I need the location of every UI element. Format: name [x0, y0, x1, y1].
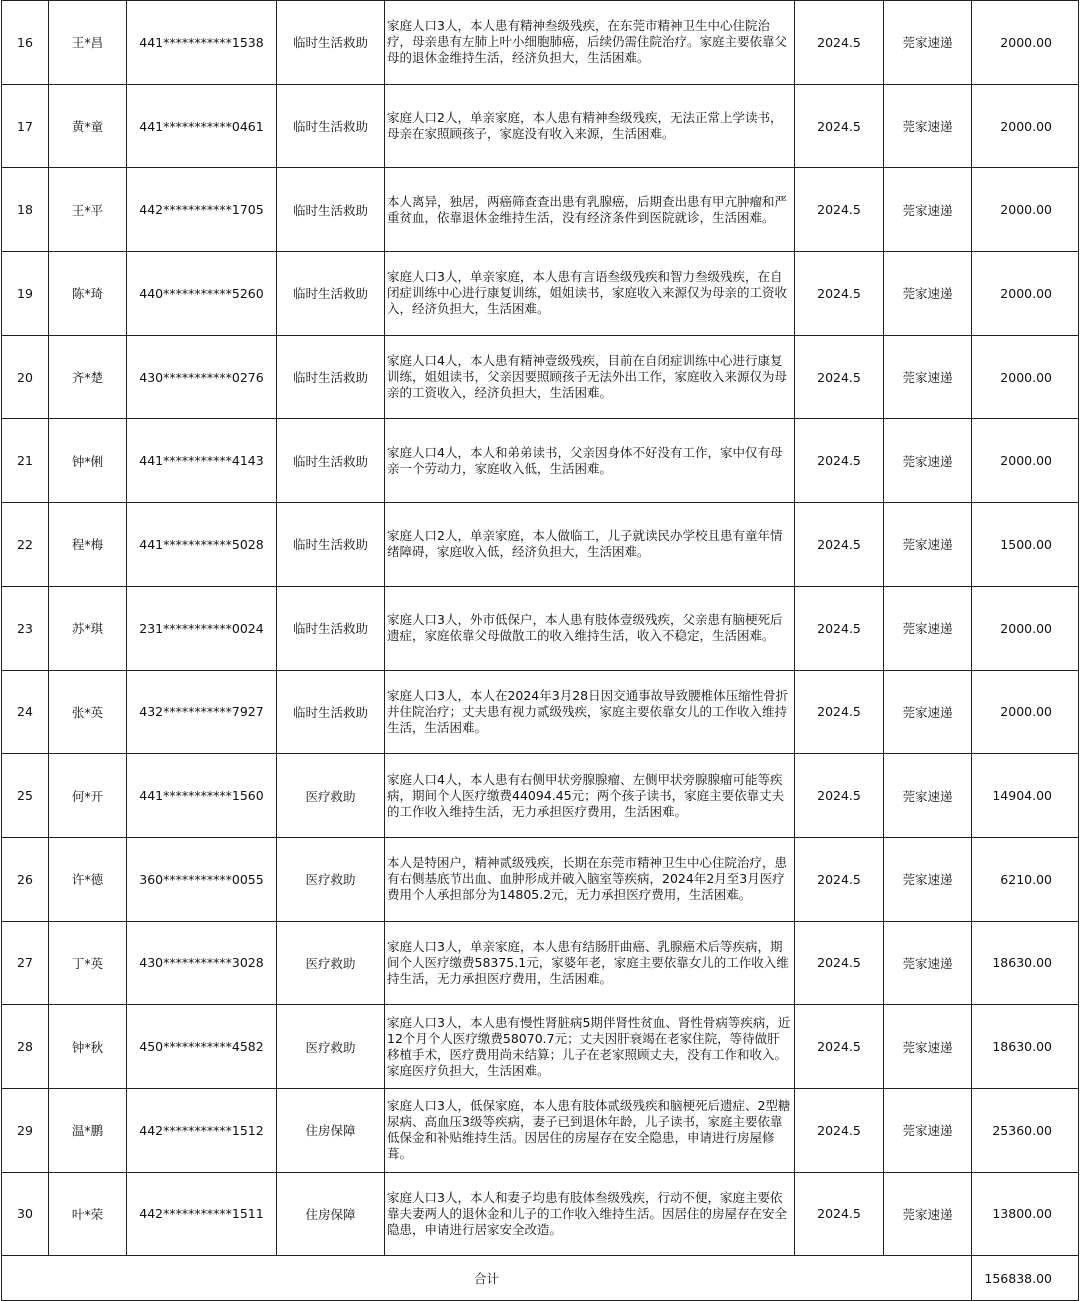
table-body [2, 1, 1079, 1301]
table-row [2, 84, 1079, 168]
date-cell: 2024.5 [795, 84, 884, 168]
unit-cell: 莞家速递 [884, 921, 972, 1005]
amount-cell: 2000.00 [972, 419, 1079, 503]
table-row [2, 335, 1079, 419]
row-number-cell: 25 [2, 754, 49, 838]
name-cell: 叶*荣 [49, 1172, 127, 1256]
date-cell: 2024.5 [795, 419, 884, 503]
table-row [2, 670, 1079, 754]
unit-cell: 莞家速递 [884, 419, 972, 503]
id-number-cell: 442***********1705 [127, 168, 277, 252]
assistance-type-cell: 临时生活救助 [277, 419, 385, 503]
row-number-cell: 16 [2, 1, 49, 85]
name-cell: 陈*琦 [49, 252, 127, 336]
date-cell: 2024.5 [795, 1088, 884, 1172]
row-number-cell: 21 [2, 419, 49, 503]
assistance-type-cell: 临时生活救助 [277, 670, 385, 754]
unit-cell: 莞家速递 [884, 503, 972, 587]
unit-cell: 莞家速递 [884, 335, 972, 419]
description-cell: 家庭人口3人，外市低保户，本人患有肢体壹级残疾，父亲患有脑梗死后遗症，家庭依靠父母做散工的收入维持生活，收入不稳定，生活困难。 [385, 586, 795, 670]
description-cell: 家庭人口3人，本人在2024年3月28日因交通事故导致腰椎体压缩性骨折并住院治疗；丈夫患有视力贰级残疾，家庭主要依靠女儿的工作收入维持生活，生活困难。 [385, 670, 795, 754]
description-cell: 家庭人口4人，本人和弟弟读书，父亲因身体不好没有工作，家中仅有母亲一个劳动力，家庭收入低，生活困难。 [385, 419, 795, 503]
id-number-cell: 441***********1560 [127, 754, 277, 838]
unit-cell: 莞家速递 [884, 1088, 972, 1172]
table-row [2, 1, 1079, 85]
amount-cell: 2000.00 [972, 586, 1079, 670]
table-row [2, 168, 1079, 252]
assistance-type-cell: 临时生活救助 [277, 168, 385, 252]
row-number-cell: 28 [2, 1005, 49, 1089]
id-number-cell: 441***********0461 [127, 84, 277, 168]
row-number-cell: 29 [2, 1088, 49, 1172]
name-cell: 钟*秋 [49, 1005, 127, 1089]
assistance-type-cell: 临时生活救助 [277, 84, 385, 168]
id-number-cell: 432***********7927 [127, 670, 277, 754]
description-cell: 家庭人口4人，本人患有精神壹级残疾，目前在自闭症训练中心进行康复训练，姐姐读书，父亲因要照顾孩子无法外出工作，家庭收入来源仅为母亲的工资收入，经济负担大，生活困难。 [385, 335, 795, 419]
unit-cell: 莞家速递 [884, 1, 972, 85]
total-label: 合计 [2, 1256, 972, 1301]
total-row [2, 1256, 1079, 1301]
id-number-cell: 440***********5260 [127, 252, 277, 336]
table-row [2, 586, 1079, 670]
unit-cell: 莞家速递 [884, 586, 972, 670]
date-cell: 2024.5 [795, 586, 884, 670]
unit-cell: 莞家速递 [884, 1005, 972, 1089]
unit-cell: 莞家速递 [884, 837, 972, 921]
amount-cell: 2000.00 [972, 670, 1079, 754]
description-cell: 家庭人口3人，本人患有慢性肾脏病5期伴肾性贫血、肾性骨病等疾病，近12个月个人医疗缴费58070.7元；丈夫因肝衰竭在老家住院，等待做肝移植手术，医疗费用尚未结算；儿子在老家照顾丈夫，没有工作和收入。家庭医疗负担大，生活困难。 [385, 1005, 795, 1089]
description-cell: 家庭人口2人，单亲家庭，本人患有精神叁级残疾，无法正常上学读书，母亲在家照顾孩子，家庭没有收入来源，生活困难。 [385, 84, 795, 168]
date-cell: 2024.5 [795, 335, 884, 419]
assistance-type-cell: 临时生活救助 [277, 335, 385, 419]
assistance-type-cell: 临时生活救助 [277, 1, 385, 85]
table-row [2, 252, 1079, 336]
table-row [2, 1005, 1079, 1089]
date-cell: 2024.5 [795, 168, 884, 252]
name-cell: 苏*琪 [49, 586, 127, 670]
assistance-type-cell: 临时生活救助 [277, 503, 385, 587]
row-number-cell: 23 [2, 586, 49, 670]
unit-cell: 莞家速递 [884, 754, 972, 838]
description-cell: 家庭人口3人，单亲家庭，本人患有结肠肝曲癌、乳腺癌术后等疾病，期间个人医疗缴费58375.1元，家婆年老，家庭主要依靠女儿的工作收入维持生活，无力承担医疗费用，生活困难。 [385, 921, 795, 1005]
assistance-type-cell: 临时生活救助 [277, 252, 385, 336]
assistance-type-cell: 住房保障 [277, 1172, 385, 1256]
id-number-cell: 430***********3028 [127, 921, 277, 1005]
amount-cell: 13800.00 [972, 1172, 1079, 1256]
assistance-type-cell: 医疗救助 [277, 837, 385, 921]
description-cell: 家庭人口3人，本人和妻子均患有肢体叁级残疾，行动不便，家庭主要依靠夫妻两人的退休金和儿子的工作收入维持生活。因居住的房屋存在安全隐患，申请进行居家安全改造。 [385, 1172, 795, 1256]
row-number-cell: 24 [2, 670, 49, 754]
assistance-type-cell: 临时生活救助 [277, 586, 385, 670]
row-number-cell: 20 [2, 335, 49, 419]
name-cell: 何*开 [49, 754, 127, 838]
description-cell: 家庭人口4人，本人患有右侧甲状旁腺腺瘤、左侧甲状旁腺腺瘤可能等疾病，期间个人医疗缴费44094.45元；两个孩子读书，家庭主要依靠丈夫的工作收入维持生活，无力承担医疗费用，生活困难。 [385, 754, 795, 838]
id-number-cell: 231***********0024 [127, 586, 277, 670]
date-cell: 2024.5 [795, 1, 884, 85]
assistance-type-cell: 医疗救助 [277, 1005, 385, 1089]
id-number-cell: 442***********1512 [127, 1088, 277, 1172]
unit-cell: 莞家速递 [884, 84, 972, 168]
amount-cell: 1500.00 [972, 503, 1079, 587]
amount-cell: 2000.00 [972, 84, 1079, 168]
assistance-table [1, 0, 1079, 1301]
table-row [2, 503, 1079, 587]
amount-cell: 18630.00 [972, 1005, 1079, 1089]
description-cell: 家庭人口3人，本人患有精神叁级残疾，在东莞市精神卫生中心住院治疗，母亲患有左肺上叶小细胞肺癌，后续仍需住院治疗。家庭主要依靠父母的退休金维持生活，经济负担大，生活困难。 [385, 1, 795, 85]
name-cell: 张*英 [49, 670, 127, 754]
assistance-type-cell: 医疗救助 [277, 921, 385, 1005]
total-amount: 156838.00 [972, 1256, 1079, 1301]
id-number-cell: 441***********5028 [127, 503, 277, 587]
id-number-cell: 442***********1511 [127, 1172, 277, 1256]
amount-cell: 25360.00 [972, 1088, 1079, 1172]
row-number-cell: 18 [2, 168, 49, 252]
name-cell: 王*昌 [49, 1, 127, 85]
date-cell: 2024.5 [795, 1005, 884, 1089]
date-cell: 2024.5 [795, 837, 884, 921]
row-number-cell: 19 [2, 252, 49, 336]
name-cell: 温*鹏 [49, 1088, 127, 1172]
date-cell: 2024.5 [795, 252, 884, 336]
row-number-cell: 17 [2, 84, 49, 168]
description-cell: 家庭人口3人，低保家庭，本人患有肢体贰级残疾和脑梗死后遗症、2型糖尿病、高血压3级等疾病，妻子已到退休年龄，儿子读书，家庭主要依靠低保金和补贴维持生活。因居住的房屋存在安全隐患，申请进行房屋修葺。 [385, 1088, 795, 1172]
name-cell: 许*德 [49, 837, 127, 921]
assistance-type-cell: 医疗救助 [277, 754, 385, 838]
table-row [2, 1172, 1079, 1256]
assistance-type-cell: 住房保障 [277, 1088, 385, 1172]
amount-cell: 2000.00 [972, 335, 1079, 419]
name-cell: 王*平 [49, 168, 127, 252]
date-cell: 2024.5 [795, 921, 884, 1005]
amount-cell: 14904.00 [972, 754, 1079, 838]
table-row [2, 419, 1079, 503]
date-cell: 2024.5 [795, 670, 884, 754]
name-cell: 丁*英 [49, 921, 127, 1005]
id-number-cell: 430***********0276 [127, 335, 277, 419]
unit-cell: 莞家速递 [884, 252, 972, 336]
date-cell: 2024.5 [795, 754, 884, 838]
id-number-cell: 441***********4143 [127, 419, 277, 503]
unit-cell: 莞家速递 [884, 1172, 972, 1256]
amount-cell: 2000.00 [972, 252, 1079, 336]
row-number-cell: 22 [2, 503, 49, 587]
amount-cell: 6210.00 [972, 837, 1079, 921]
name-cell: 钟*俐 [49, 419, 127, 503]
id-number-cell: 360***********0055 [127, 837, 277, 921]
date-cell: 2024.5 [795, 1172, 884, 1256]
amount-cell: 2000.00 [972, 168, 1079, 252]
table-row [2, 754, 1079, 838]
amount-cell: 2000.00 [972, 1, 1079, 85]
unit-cell: 莞家速递 [884, 670, 972, 754]
description-cell: 家庭人口3人，单亲家庭，本人患有言语叁级残疾和智力叁级残疾，在自闭症训练中心进行康复训练，姐姐读书，家庭收入来源仅为母亲的工资收入，经济负担大，生活困难。 [385, 252, 795, 336]
id-number-cell: 450***********4582 [127, 1005, 277, 1089]
date-cell: 2024.5 [795, 503, 884, 587]
table-row [2, 1088, 1079, 1172]
amount-cell: 18630.00 [972, 921, 1079, 1005]
table-row [2, 837, 1079, 921]
name-cell: 齐*楚 [49, 335, 127, 419]
id-number-cell: 441***********1538 [127, 1, 277, 85]
name-cell: 程*梅 [49, 503, 127, 587]
row-number-cell: 26 [2, 837, 49, 921]
description-cell: 家庭人口2人，单亲家庭，本人做临工，儿子就读民办学校且患有童年情绪障碍，家庭收入低，经济负担大，生活困难。 [385, 503, 795, 587]
table-row [2, 921, 1079, 1005]
description-cell: 本人离异，独居，两癌筛查查出患有乳腺癌，后期查出患有甲亢肿瘤和严重贫血，依靠退休金维持生活，没有经济条件到医院就诊，生活困难。 [385, 168, 795, 252]
unit-cell: 莞家速递 [884, 168, 972, 252]
row-number-cell: 30 [2, 1172, 49, 1256]
description-cell: 本人是特困户，精神贰级残疾，长期在东莞市精神卫生中心住院治疗，患有右侧基底节出血、血肿形成并破入脑室等疾病，2024年2月至3月医疗费用个人承担部分为14805.2元，无力承担医疗费用，生活困难。 [385, 837, 795, 921]
name-cell: 黄*童 [49, 84, 127, 168]
row-number-cell: 27 [2, 921, 49, 1005]
